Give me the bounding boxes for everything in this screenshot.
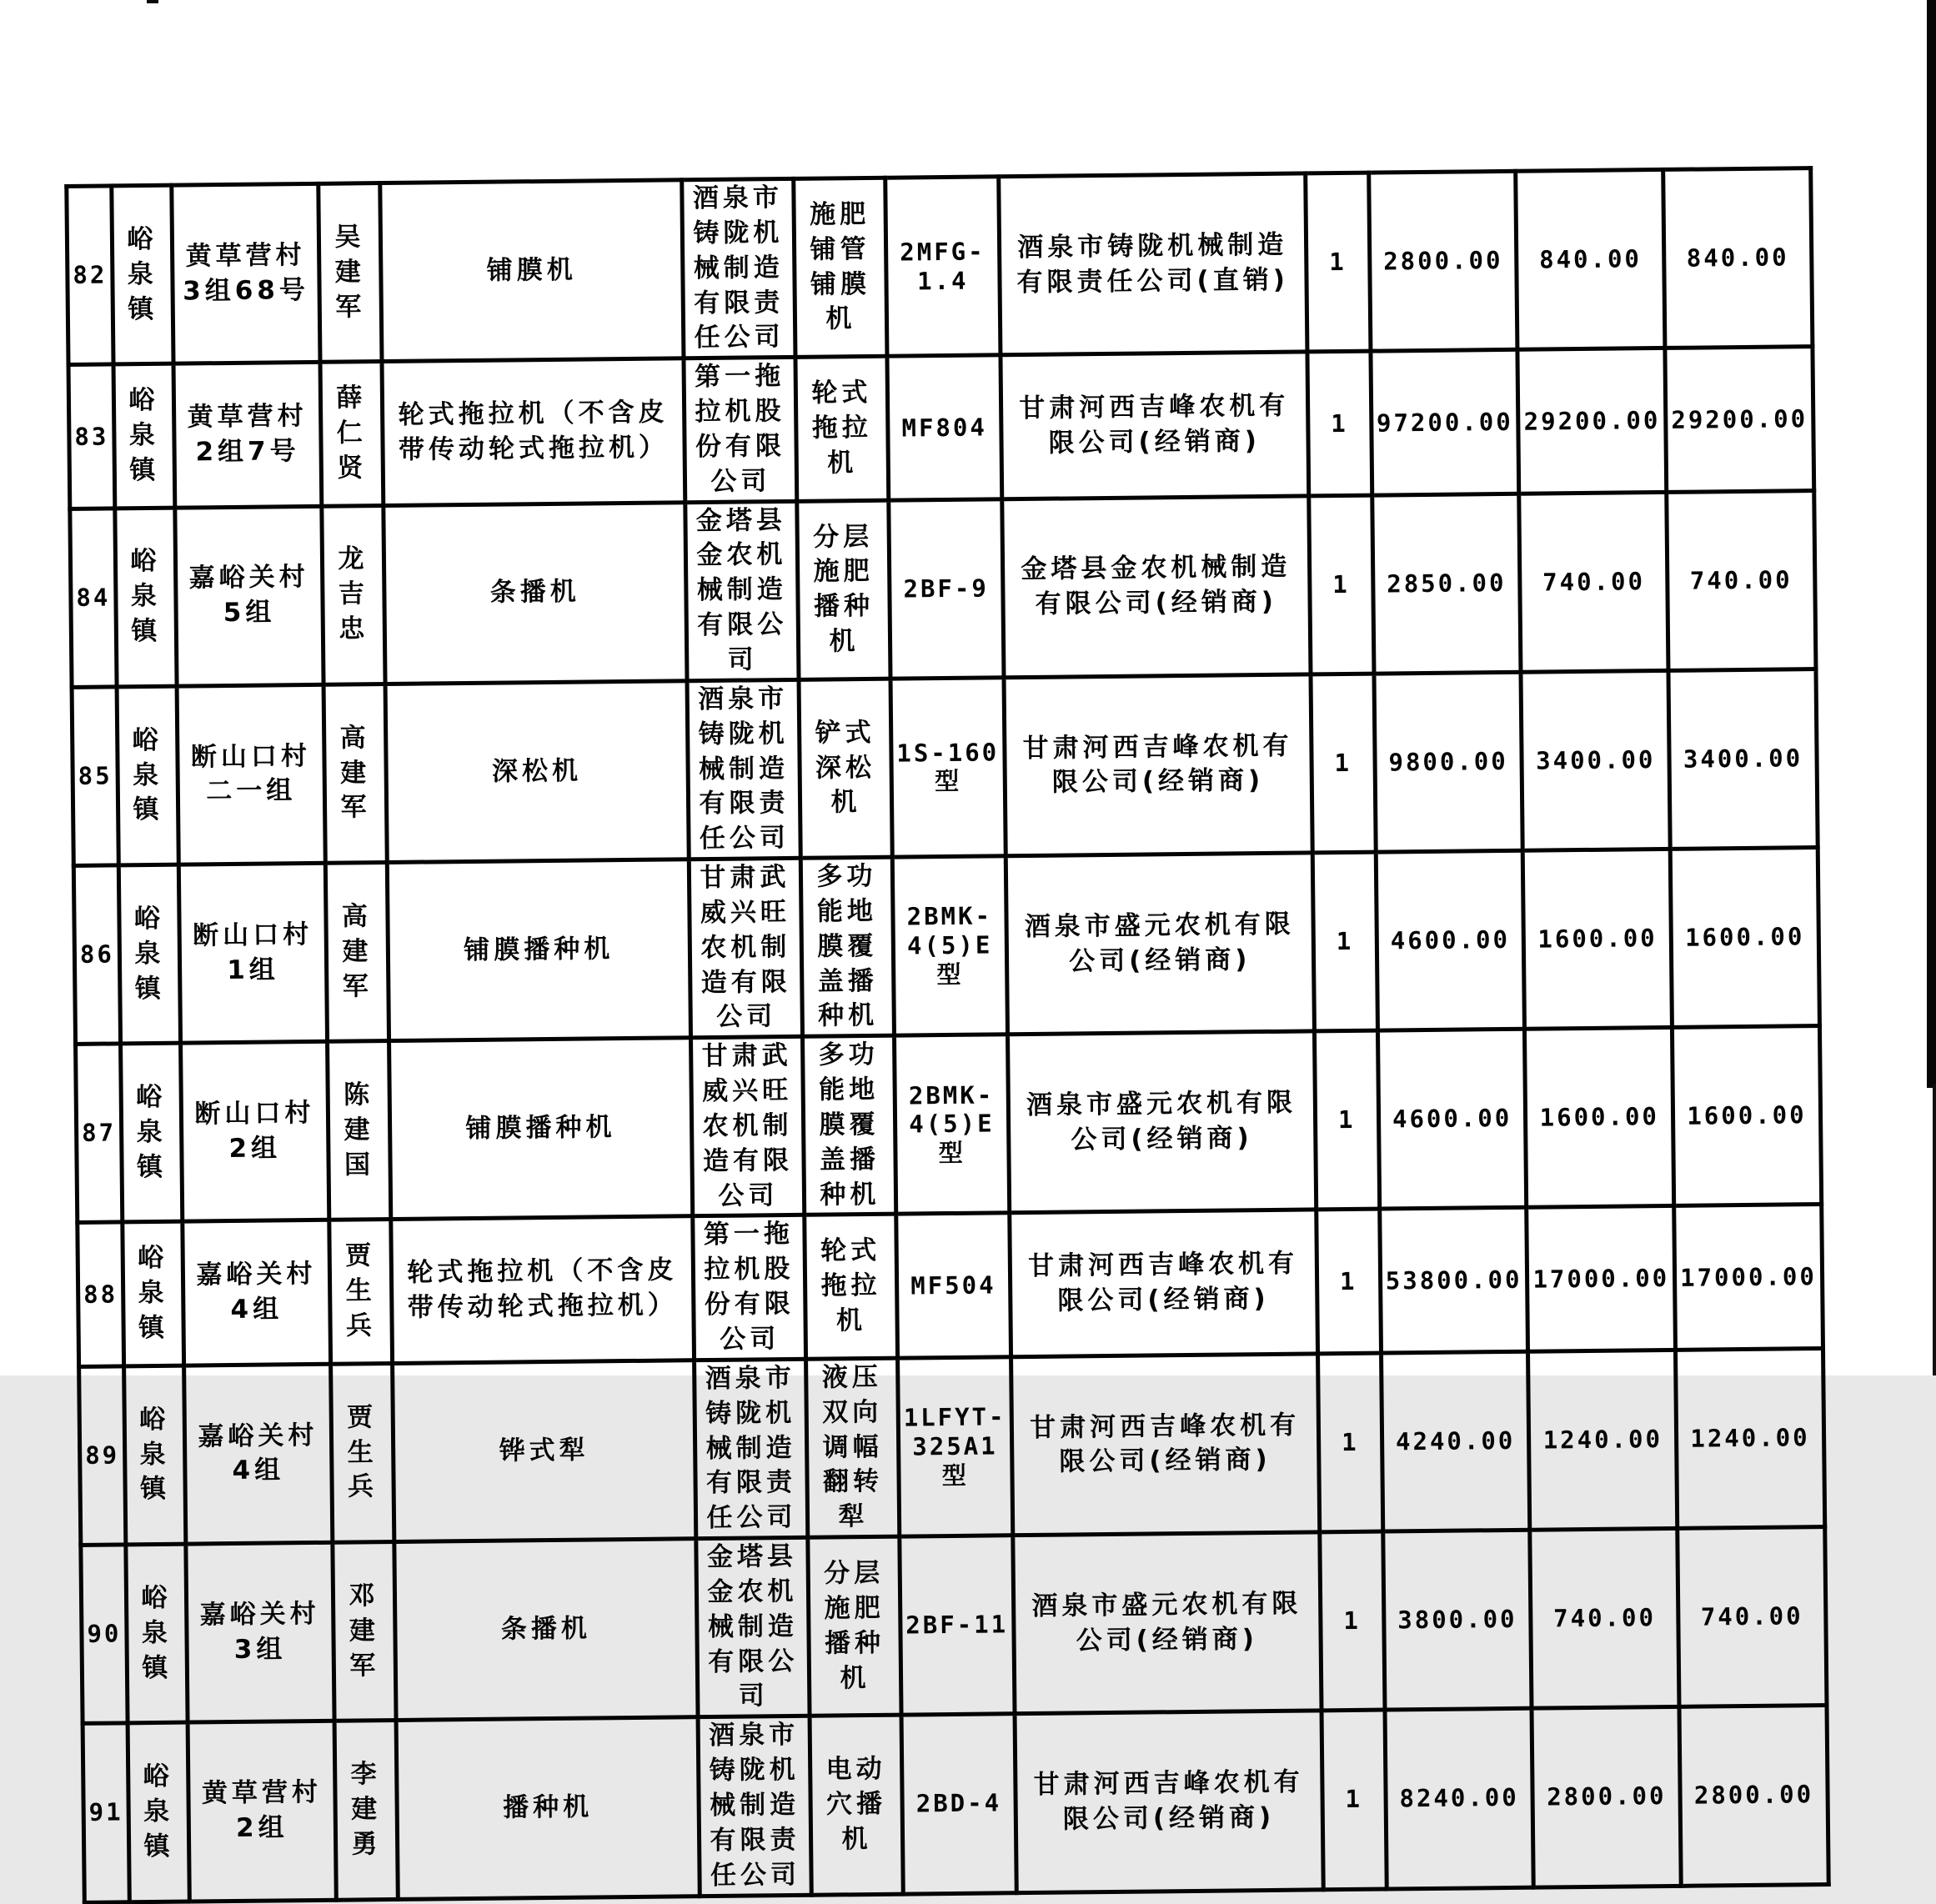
table-row — [67, 168, 1813, 365]
cell-dealer: 酒泉市盛元农机有限公司(经销商) — [1012, 1532, 1321, 1714]
cell-model: 2BMK-4(5)E型 — [892, 856, 1007, 1036]
cell-row-index: 91 — [83, 1723, 129, 1902]
cell-town: 峪泉镇 — [124, 1365, 186, 1545]
cell-subsidy-amount: 2800.00 — [1679, 1706, 1828, 1886]
cell-row-index: 84 — [70, 509, 117, 688]
cell-unit-price: 9800.00 — [1374, 672, 1523, 852]
cell-model: 1S-160型 — [890, 678, 1006, 858]
cell-machine-type: 轮式拖拉机（不含皮带传动轮式拖拉机） — [391, 1216, 695, 1363]
cell-person-name: 李建勇 — [334, 1721, 398, 1900]
cell-dealer: 酒泉市铸陇机械制造有限责任公司(直销) — [998, 173, 1307, 355]
cell-model: 2MFG-1.4 — [885, 177, 1001, 357]
table-row — [76, 1026, 1822, 1223]
cell-quantity: 1 — [1312, 852, 1377, 1031]
cell-manufacturer: 金塔县金农机械制造有限公司 — [696, 1537, 810, 1717]
scan-noise-speck — [147, 0, 158, 3]
cell-dealer: 金塔县金农机械制造有限公司(经销商) — [1001, 496, 1310, 678]
cell-machine-type: 铺膜播种机 — [387, 859, 690, 1041]
cell-model: 2BF-9 — [889, 499, 1004, 679]
cell-model: 2BF-11 — [900, 1536, 1015, 1716]
cell-unit-subsidy: 17000.00 — [1527, 1206, 1675, 1351]
cell-unit-subsidy: 1240.00 — [1528, 1350, 1678, 1530]
cell-dealer: 酒泉市盛元农机有限公司(经销商) — [1006, 853, 1314, 1035]
cell-unit-subsidy: 1600.00 — [1523, 849, 1673, 1029]
cell-village-address: 嘉峪关村4组 — [183, 1220, 331, 1365]
cell-unit-price: 2850.00 — [1372, 494, 1521, 674]
cell-unit-subsidy: 840.00 — [1516, 169, 1665, 349]
cell-village-address: 黄草营村3组68号 — [172, 183, 320, 363]
cell-unit-price: 8240.00 — [1385, 1708, 1534, 1888]
cell-unit-subsidy: 740.00 — [1519, 492, 1668, 672]
scanner-edge-shadow-thin — [1933, 1084, 1936, 1375]
cell-quantity: 1 — [1305, 173, 1370, 352]
cell-unit-subsidy: 3400.00 — [1521, 670, 1670, 850]
cell-person-name: 贾生兵 — [329, 1220, 393, 1364]
cell-dealer: 甘肃河西吉峰农机有限公司(经销商) — [1004, 674, 1312, 856]
cell-machine-type: 铧式犁 — [393, 1360, 696, 1542]
cell-unit-price: 4600.00 — [1376, 850, 1525, 1030]
table-row — [81, 1527, 1827, 1724]
cell-unit-price: 97200.00 — [1371, 350, 1519, 495]
cell-machine-category: 分层施肥播种机 — [808, 1536, 901, 1716]
cell-person-name: 贾生兵 — [331, 1363, 394, 1542]
cell-subsidy-amount: 29200.00 — [1665, 347, 1813, 492]
cell-row-index: 85 — [72, 687, 118, 866]
cell-village-address: 嘉峪关村5组 — [175, 506, 324, 686]
table-row — [72, 669, 1818, 865]
cell-unit-price: 3800.00 — [1382, 1530, 1532, 1710]
cell-quantity: 1 — [1314, 1030, 1379, 1210]
cell-quantity: 1 — [1319, 1531, 1384, 1711]
cell-town: 峪泉镇 — [115, 508, 177, 687]
cell-manufacturer: 甘肃武威兴旺农机制造有限公司 — [690, 1037, 804, 1217]
table-row — [70, 490, 1816, 687]
cell-village-address: 断山口村2组 — [180, 1042, 329, 1222]
cell-machine-type: 条播机 — [384, 502, 687, 684]
cell-manufacturer: 酒泉市铸陇机械制造有限责任公司 — [687, 679, 800, 859]
cell-machine-category: 电动穴播机 — [810, 1715, 903, 1894]
cell-town: 峪泉镇 — [128, 1722, 189, 1901]
cell-person-name: 邓建军 — [333, 1542, 396, 1721]
cell-quantity: 1 — [1308, 495, 1373, 674]
cell-model: 1LFYT-325A1型 — [897, 1357, 1012, 1537]
cell-machine-category: 施肥铺管铺膜机 — [794, 178, 887, 357]
cell-model: MF804 — [887, 355, 1002, 500]
scanner-edge-shadow — [1927, 0, 1936, 1088]
cell-machine-category: 铲式深松机 — [799, 679, 892, 858]
cell-unit-price: 4240.00 — [1381, 1351, 1530, 1531]
cell-dealer: 甘肃河西吉峰农机有限公司(经销商) — [1011, 1354, 1319, 1536]
cell-unit-subsidy: 2800.00 — [1532, 1707, 1681, 1887]
cell-machine-category: 分层施肥播种机 — [797, 500, 890, 679]
cell-machine-category: 轮式拖拉机 — [805, 1215, 898, 1360]
cell-manufacturer: 第一拖拉机股份有限公司 — [693, 1215, 806, 1360]
cell-machine-category: 多功能地膜覆盖播种机 — [802, 1035, 895, 1215]
cell-town: 峪泉镇 — [123, 1222, 184, 1366]
cell-quantity: 1 — [1307, 351, 1372, 495]
cell-town: 峪泉镇 — [118, 864, 180, 1044]
table-body — [67, 168, 1828, 1902]
table-row — [68, 347, 1813, 509]
cell-subsidy-amount: 740.00 — [1667, 490, 1816, 670]
cell-model: 2BMK-4(5)E型 — [894, 1035, 1009, 1215]
cell-manufacturer: 金塔县金农机械制造有限公司 — [685, 501, 799, 681]
cell-dealer: 甘肃河西吉峰农机有限公司(经销商) — [1001, 352, 1309, 499]
cell-machine-type: 条播机 — [394, 1539, 698, 1721]
cell-unit-subsidy: 1600.00 — [1525, 1028, 1674, 1208]
cell-unit-price: 2800.00 — [1368, 171, 1517, 351]
cell-row-index: 82 — [67, 186, 113, 365]
cell-quantity: 1 — [1322, 1710, 1387, 1889]
subsidy-table — [64, 166, 1830, 1904]
table-row — [83, 1706, 1828, 1902]
table-row — [78, 1205, 1823, 1366]
cell-town: 峪泉镇 — [117, 686, 178, 865]
cell-manufacturer: 甘肃武威兴旺农机制造有限公司 — [689, 858, 802, 1038]
cell-unit-subsidy: 740.00 — [1530, 1528, 1679, 1708]
cell-village-address: 断山口村二一组 — [177, 684, 325, 864]
cell-person-name: 薛仁贤 — [320, 362, 384, 506]
cell-subsidy-amount: 17000.00 — [1674, 1205, 1823, 1350]
cell-village-address: 断山口村1组 — [178, 863, 327, 1043]
cell-town: 峪泉镇 — [112, 185, 173, 364]
cell-machine-type: 铺膜机 — [380, 180, 684, 362]
cell-unit-price: 4600.00 — [1377, 1029, 1527, 1209]
cell-quantity: 1 — [1316, 1210, 1381, 1354]
cell-subsidy-amount: 1240.00 — [1676, 1348, 1825, 1528]
cell-machine-type: 轮式拖拉机（不含皮带传动轮式拖拉机） — [382, 358, 685, 505]
cell-village-address: 嘉峪关村3组 — [186, 1542, 334, 1722]
cell-quantity: 1 — [1317, 1353, 1382, 1532]
cell-machine-category: 轮式拖拉机 — [795, 356, 889, 501]
table-row — [79, 1348, 1825, 1545]
cell-subsidy-amount: 740.00 — [1678, 1527, 1827, 1707]
cell-machine-type: 铺膜播种机 — [389, 1038, 692, 1220]
cell-row-index: 87 — [76, 1044, 123, 1223]
table-row — [73, 848, 1819, 1045]
cell-machine-category: 液压双向调幅翻转犁 — [805, 1358, 899, 1537]
cell-row-index: 88 — [78, 1222, 124, 1366]
cell-manufacturer: 酒泉市铸陇机械制造有限责任公司 — [698, 1716, 811, 1896]
cell-subsidy-amount: 840.00 — [1663, 168, 1813, 348]
cell-person-name: 龙吉忠 — [322, 505, 385, 684]
cell-machine-type: 播种机 — [396, 1717, 700, 1899]
cell-row-index: 86 — [73, 865, 120, 1045]
cell-person-name: 陈建国 — [327, 1041, 390, 1220]
cell-subsidy-amount: 1600.00 — [1673, 1026, 1822, 1206]
cell-subsidy-amount: 3400.00 — [1668, 669, 1818, 849]
cell-town: 峪泉镇 — [113, 363, 175, 508]
cell-dealer: 酒泉市盛元农机有限公司(经销商) — [1007, 1031, 1316, 1213]
cell-subsidy-amount: 1600.00 — [1670, 848, 1819, 1028]
cell-quantity: 1 — [1311, 674, 1376, 853]
cell-row-index: 89 — [79, 1366, 126, 1546]
cell-person-name: 高建军 — [325, 863, 389, 1042]
cell-model: 2BD-4 — [901, 1714, 1016, 1894]
cell-unit-price: 53800.00 — [1379, 1208, 1527, 1353]
cell-model: MF504 — [896, 1213, 1011, 1358]
cell-dealer: 甘肃河西吉峰农机有限公司(经销商) — [1015, 1711, 1323, 1892]
cell-person-name: 吴建军 — [318, 183, 382, 363]
cell-dealer: 甘肃河西吉峰农机有限公司(经销商) — [1009, 1210, 1317, 1356]
cell-town: 峪泉镇 — [120, 1043, 182, 1222]
cell-village-address: 嘉峪关村4组 — [184, 1364, 333, 1544]
cell-person-name: 高建军 — [324, 684, 387, 863]
cell-village-address: 黄草营村2组 — [188, 1721, 336, 1901]
cell-manufacturer: 酒泉市铸陇机械制造有限责任公司 — [694, 1359, 807, 1539]
cell-unit-subsidy: 29200.00 — [1517, 348, 1666, 494]
cell-machine-type: 深松机 — [385, 681, 689, 863]
cell-manufacturer: 酒泉市铸陇机械制造有限责任公司 — [682, 178, 795, 358]
cell-town: 峪泉镇 — [126, 1544, 188, 1723]
cell-village-address: 黄草营村2组7号 — [173, 363, 322, 508]
cell-manufacturer: 第一拖拉机股份有限公司 — [684, 358, 797, 503]
cell-machine-category: 多功能地膜覆盖播种机 — [800, 857, 894, 1036]
cell-row-index: 83 — [68, 364, 115, 509]
cell-row-index: 90 — [81, 1545, 128, 1724]
